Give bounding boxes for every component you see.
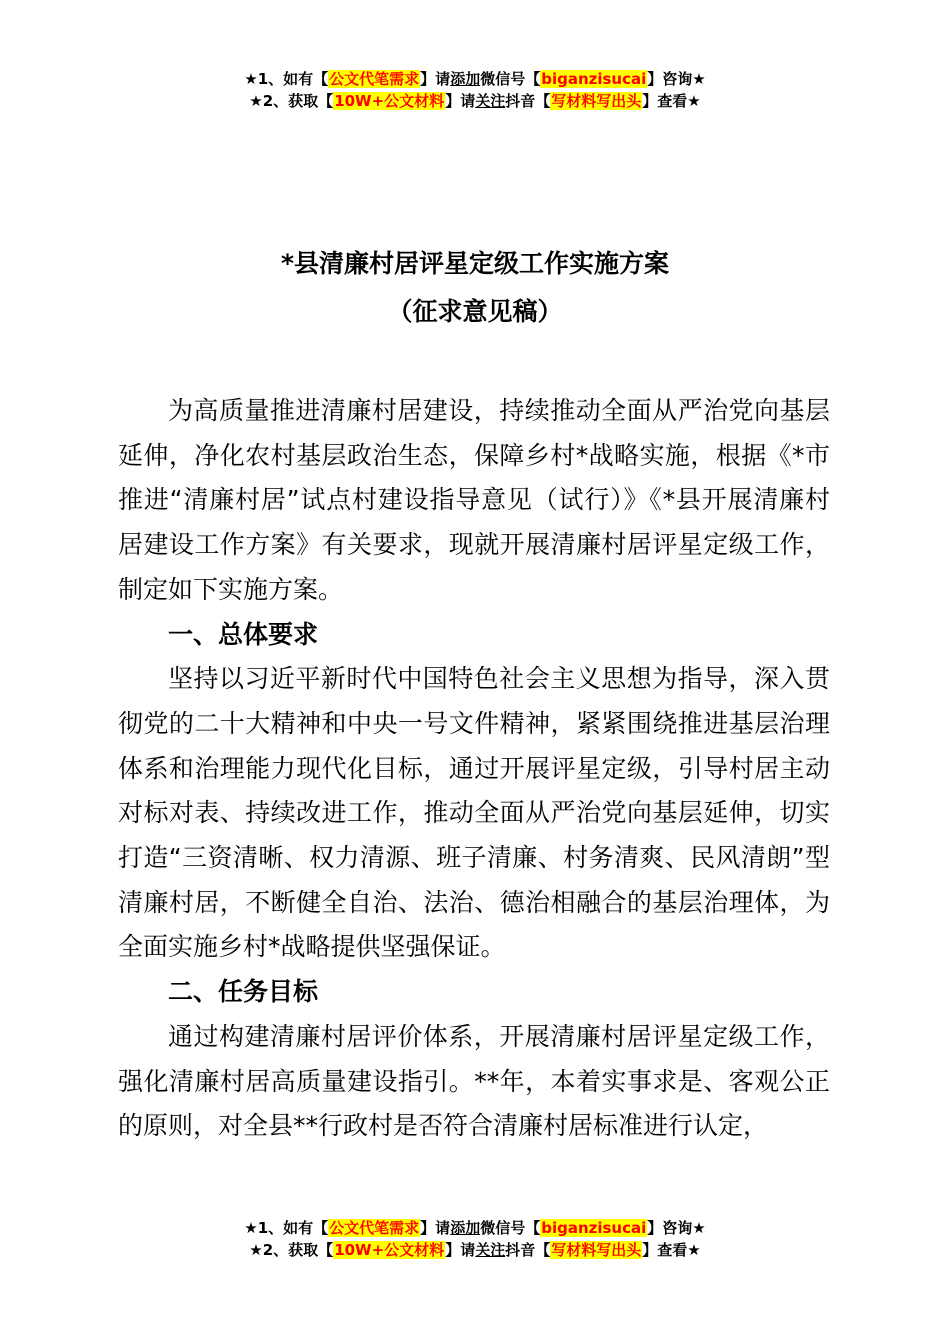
banner-text: 】查看★ <box>642 92 701 110</box>
banner-text: 】查看★ <box>642 1241 701 1259</box>
section-heading-2: 二、任务目标 <box>168 977 319 1007</box>
banner-text: 】请 <box>420 1219 451 1237</box>
banner-highlight: 10W+公文材料 <box>334 92 445 110</box>
section-paragraph-1: 坚持以习近平新时代中国特色社会主义思想为指导，深入贯彻党的二十大精神和中央一号文件精神，紧紧围绕推进基层治理体系和治理能力现代化目标，通过开展评星定级，引导村居主动对标对表、持续改进工作，推动全面从严治党向基层延伸，切实打造“三资清晰、权力清源、班子清廉、村务清爽、民风清朗”型清廉村居，不断健全自治、法治、德治相融合的基层治理体，为全面实施乡村*战略提供坚强保证。 <box>118 664 830 962</box>
banner-underline: 关注 <box>475 1241 506 1259</box>
banner-line-2 <box>0 1239 950 1261</box>
document-subtitle: （征求意见稿） <box>387 297 563 326</box>
banner-underline: 添加 <box>450 1219 481 1237</box>
banner-text: 微信号【 <box>480 1219 541 1237</box>
banner-highlight: 公文代笔需求 <box>329 1219 420 1237</box>
intro-paragraph: 为高质量推进清廉村居建设，持续推动全面从严治党向基层延伸，净化农村基层政治生态，保障乡村*战略实施，根据《*市推进“清廉村居”试点村建设指导意见（试行）》《*县开展清廉村居建设工作方案》有关要求，现就开展清廉村居评星定级工作，制定如下实施方案。 <box>118 396 830 604</box>
banner-text: 】咨询★ <box>647 70 706 88</box>
banner-text: 】请 <box>420 70 451 88</box>
footer-banner <box>0 1217 950 1261</box>
banner-text: ★2、获取【 <box>249 92 334 110</box>
banner-underline: 关注 <box>475 92 506 110</box>
banner-douyin-account: 写材料写出头 <box>551 1241 642 1259</box>
document-title: *县清廉村居评星定级工作实施方案 <box>280 249 670 278</box>
banner-line-2 <box>0 90 950 112</box>
banner-text: 抖音【 <box>505 92 551 110</box>
banner-wechat-id: biganzisucai <box>541 1219 647 1237</box>
banner-text: 】请 <box>445 1241 476 1259</box>
banner-text: 微信号【 <box>480 70 541 88</box>
section-heading-1: 一、总体要求 <box>168 619 319 649</box>
banner-text: 抖音【 <box>505 1241 551 1259</box>
banner-underline: 添加 <box>450 70 481 88</box>
banner-line-1 <box>0 1217 950 1239</box>
banner-highlight: 10W+公文材料 <box>334 1241 445 1259</box>
banner-wechat-id: biganzisucai <box>541 70 647 88</box>
banner-text: ★1、如有【 <box>244 70 329 88</box>
header-banner <box>0 68 950 112</box>
banner-text: 】请 <box>445 92 476 110</box>
banner-line-1 <box>0 68 950 90</box>
banner-text: ★2、获取【 <box>249 1241 334 1259</box>
section-paragraph-2: 通过构建清廉村居评价体系，开展清廉村居评星定级工作，强化清廉村居高质量建设指引。**年，本着实事求是、客观公正的原则，对全县**行政村是否符合清廉村居标准进行认定， <box>118 1021 830 1141</box>
banner-douyin-account: 写材料写出头 <box>551 92 642 110</box>
banner-text: 】咨询★ <box>647 1219 706 1237</box>
document-body <box>118 389 830 1149</box>
banner-highlight: 公文代笔需求 <box>329 70 420 88</box>
banner-text: ★1、如有【 <box>244 1219 329 1237</box>
